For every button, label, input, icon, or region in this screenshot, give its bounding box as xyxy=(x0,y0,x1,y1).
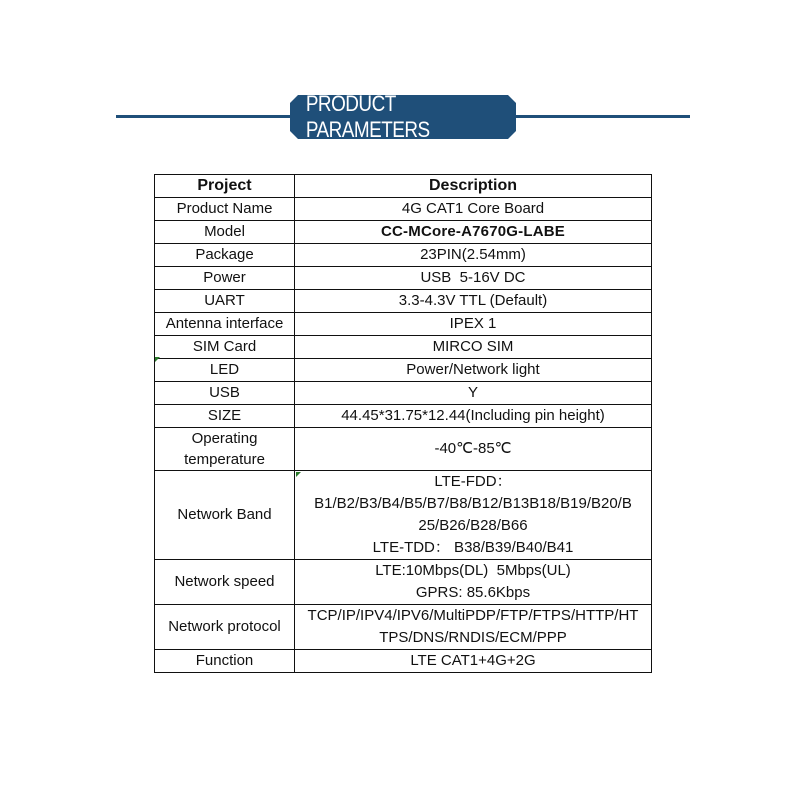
row-value-multiline xyxy=(295,471,652,560)
table-row xyxy=(155,244,652,267)
row-label: Antenna interface xyxy=(155,313,295,336)
table-row xyxy=(155,359,652,382)
row-value: 4G CAT1 Core Board xyxy=(295,198,652,221)
row-value-line: GPRS: 85.6Kbps xyxy=(415,584,531,601)
row-value-multiline xyxy=(295,560,652,605)
row-value-line: TPS/DNS/RNDIS/ECM/PPP xyxy=(379,629,567,646)
row-label: Product Name xyxy=(155,198,295,221)
table-row xyxy=(155,221,652,244)
row-value-line: LTE-FDD： xyxy=(434,473,512,490)
table-row xyxy=(155,560,652,605)
row-label: SIZE xyxy=(155,405,295,428)
row-value-line: LTE-TDD： B38/B39/B40/B41 xyxy=(372,539,574,556)
cell-corner-marker xyxy=(296,472,301,477)
row-label: UART xyxy=(155,290,295,313)
row-label: Model xyxy=(155,221,295,244)
table-row xyxy=(155,267,652,290)
table-row xyxy=(155,336,652,359)
row-value: 3.3-4.3V TTL (Default) xyxy=(295,290,652,313)
row-label: USB xyxy=(155,382,295,405)
table-row xyxy=(155,382,652,405)
row-label: SIM Card xyxy=(155,336,295,359)
row-value: 23PIN(2.54mm) xyxy=(295,244,652,267)
table-row xyxy=(155,290,652,313)
row-value-line: B1/B2/B3/B4/B5/B7/B8/B12/B13B18/B19/B20/B xyxy=(314,495,632,512)
row-value: Y xyxy=(295,382,652,405)
table-header-row xyxy=(155,175,652,198)
row-label: LED xyxy=(155,359,295,382)
row-label: Network Band xyxy=(155,471,295,560)
row-value-multiline xyxy=(295,605,652,650)
row-value: USB 5-16V DC xyxy=(295,267,652,290)
row-label: Network protocol xyxy=(155,605,295,650)
row-label: Operating temperature xyxy=(155,428,295,471)
row-value-line: 25/B26/B28/B66 xyxy=(418,517,528,534)
row-label: Function xyxy=(155,650,295,673)
row-value: -40℃-85℃ xyxy=(295,428,652,471)
row-value: 44.45*31.75*12.44(Including pin height) xyxy=(295,405,652,428)
row-value: LTE CAT1+4G+2G xyxy=(295,650,652,673)
table-row xyxy=(155,428,652,471)
table-row xyxy=(155,313,652,336)
table-row xyxy=(155,198,652,221)
header-rule-left xyxy=(116,115,294,118)
row-value: IPEX 1 xyxy=(295,313,652,336)
row-value: Power/Network light xyxy=(295,359,652,382)
table-row xyxy=(155,405,652,428)
table-row xyxy=(155,471,652,560)
table-row xyxy=(155,650,652,673)
row-value-line: TCP/IP/IPV4/IPV6/MultiPDP/FTP/FTPS/HTTP/HT xyxy=(307,607,639,624)
cell-corner-marker xyxy=(155,357,160,362)
row-label: Network speed xyxy=(155,560,295,605)
page-title: PRODUCT PARAMETERS xyxy=(305,91,430,142)
column-header-description: Description xyxy=(295,175,652,198)
row-label: Package xyxy=(155,244,295,267)
table-row xyxy=(155,605,652,650)
column-header-project: Project xyxy=(155,175,295,198)
row-value: CC-MCore-A7670G-LABE xyxy=(295,221,652,244)
row-value: MIRCO SIM xyxy=(295,336,652,359)
header-banner xyxy=(290,91,516,142)
header-rule-right xyxy=(512,115,690,118)
row-value-line: LTE:10Mbps(DL) 5Mbps(UL) xyxy=(375,562,571,579)
row-label: Power xyxy=(155,267,295,290)
parameters-table xyxy=(154,174,652,673)
